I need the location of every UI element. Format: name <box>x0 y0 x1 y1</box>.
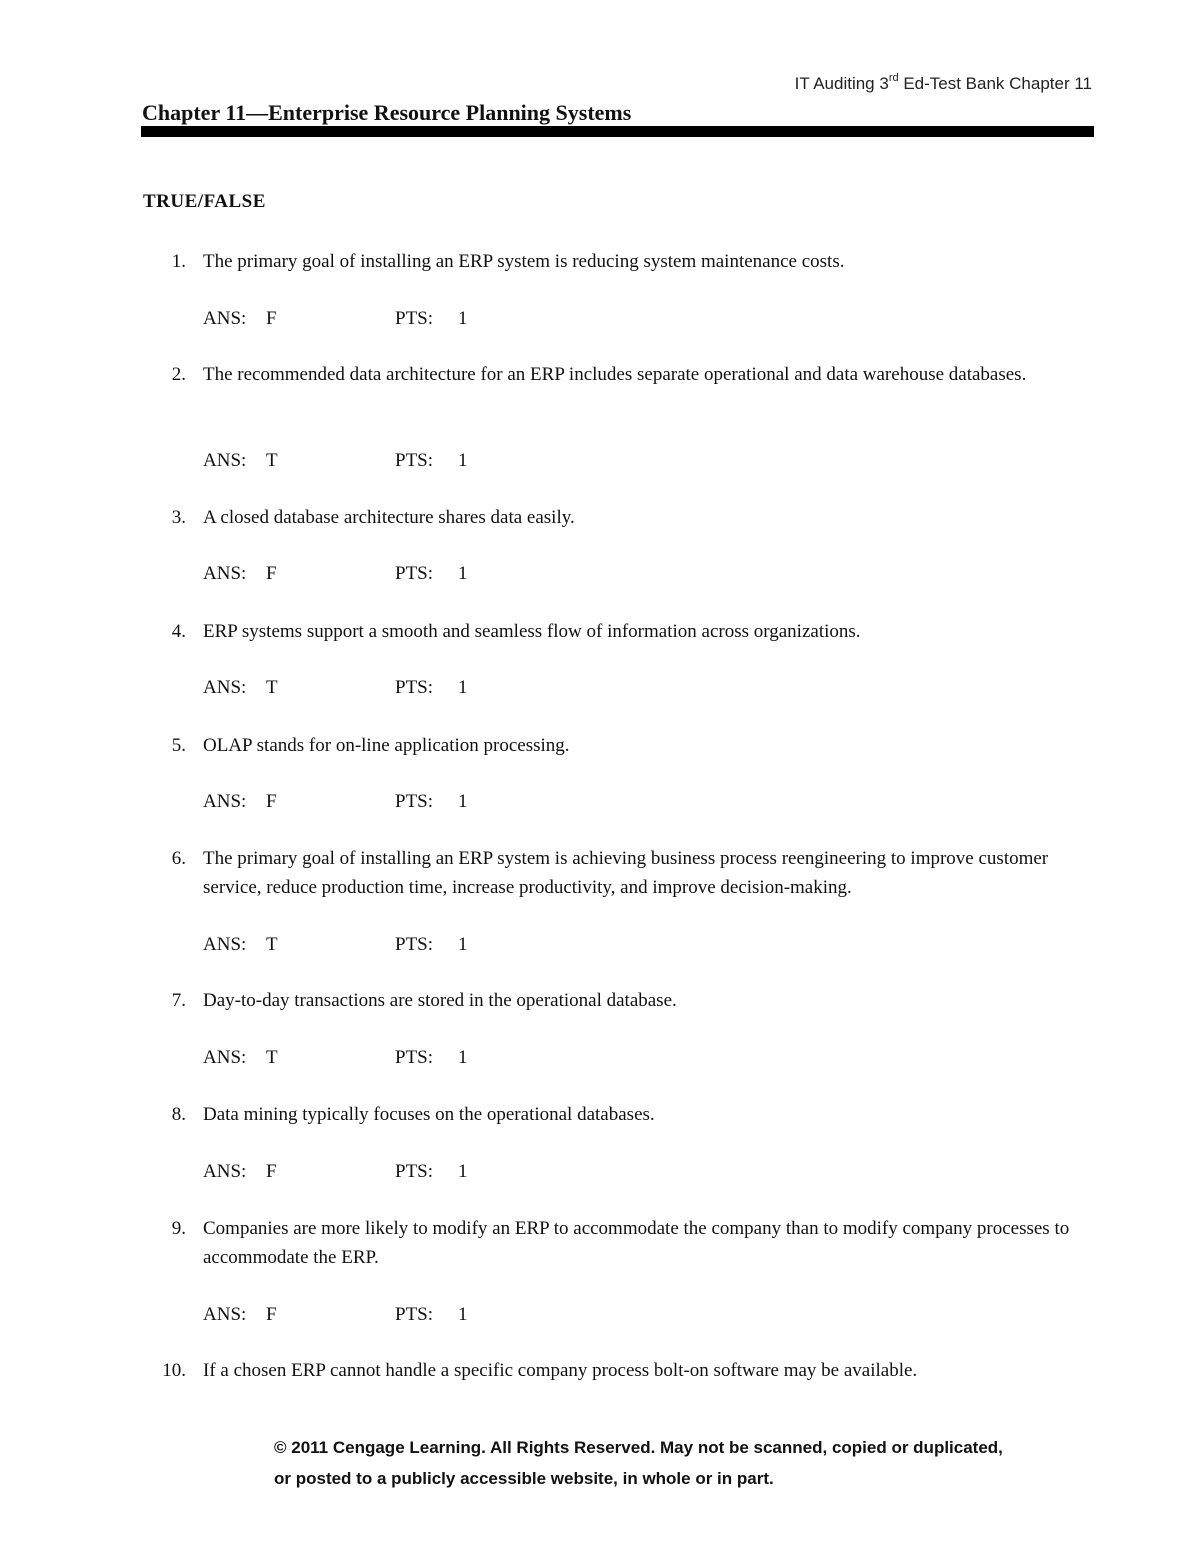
pts-label: PTS: <box>395 308 434 329</box>
question-number: 6. <box>171 848 186 869</box>
ans-label: ANS: <box>203 1047 247 1068</box>
pts-label: PTS: <box>395 1161 434 1182</box>
question-number: 9. <box>171 1218 186 1239</box>
question-text: If a chosen ERP cannot handle a specific company process bolt-on software may be available. <box>203 1360 918 1381</box>
ans-value: F <box>266 1161 277 1182</box>
ans-label: ANS: <box>203 1304 247 1325</box>
ans-value: F <box>266 563 277 584</box>
pts-label: PTS: <box>395 1304 434 1325</box>
pts-value: 1 <box>458 934 468 955</box>
running-head-pre: IT Auditing 3 <box>794 74 889 93</box>
running-head-sup: rd <box>888 72 899 85</box>
pts-label: PTS: <box>395 934 434 955</box>
pts-value: 1 <box>458 677 468 698</box>
ans-label: ANS: <box>203 563 247 584</box>
ans-label: ANS: <box>203 1161 247 1182</box>
copyright-line: or posted to a publicly accessible website, in whole or in part. <box>274 1469 774 1488</box>
question-text: The primary goal of installing an ERP system is reducing system maintenance costs. <box>203 251 845 272</box>
pts-value: 1 <box>458 563 468 584</box>
pts-value: 1 <box>458 1304 468 1325</box>
question-number: 10. <box>162 1360 186 1381</box>
chapter-title: Chapter 11—Enterprise Resource Planning Systems <box>142 100 632 125</box>
ans-label: ANS: <box>203 450 247 471</box>
ans-label: ANS: <box>203 791 247 812</box>
ans-label: ANS: <box>203 934 247 955</box>
ans-value: F <box>266 308 277 329</box>
question-number: 8. <box>171 1104 186 1125</box>
ans-label: ANS: <box>203 677 247 698</box>
pts-label: PTS: <box>395 791 434 812</box>
question-text: Data mining typically focuses on the operational databases. <box>203 1104 655 1125</box>
ans-value: T <box>266 934 278 955</box>
pts-label: PTS: <box>395 677 434 698</box>
copyright-line: © 2011 Cengage Learning. All Rights Reserved. May not be scanned, copied or duplicated, <box>274 1438 1003 1457</box>
section-heading: TRUE/FALSE <box>143 191 266 212</box>
pts-value: 1 <box>458 1161 468 1182</box>
ans-value: T <box>266 450 278 471</box>
title-rule <box>141 126 1094 137</box>
ans-label: ANS: <box>203 308 247 329</box>
running-head <box>795 74 1092 94</box>
question-number: 1. <box>171 251 186 272</box>
pts-value: 1 <box>458 1047 468 1068</box>
question-text: A closed database architecture shares data easily. <box>203 507 575 528</box>
question-text: OLAP stands for on-line application processing. <box>203 735 570 756</box>
question-number: 7. <box>171 990 186 1011</box>
question-text: The recommended data architecture for an ERP includes separate operational and data warehouse databases. <box>203 364 1027 385</box>
question-number: 4. <box>171 621 186 642</box>
ans-value: F <box>266 791 277 812</box>
ans-value: F <box>266 1304 277 1325</box>
question-number: 2. <box>171 364 186 385</box>
pts-value: 1 <box>458 450 468 471</box>
copyright-footer <box>274 1432 1104 1494</box>
question-text: Companies are more likely to modify an ERP to accommodate the company than to modify company processes to accommodate the ERP. <box>203 1218 1070 1268</box>
running-head-post: Ed-Test Bank Chapter 11 <box>898 74 1092 93</box>
pts-value: 1 <box>458 308 468 329</box>
ans-value: T <box>266 677 278 698</box>
pts-label: PTS: <box>395 1047 434 1068</box>
pts-value: 1 <box>458 791 468 812</box>
question-text: The primary goal of installing an ERP system is achieving business process reengineering to improve customer service, reduce production time, increase productivity, and improve decision-making. <box>203 848 1049 898</box>
question-text: ERP systems support a smooth and seamless flow of information across organizations. <box>203 621 861 642</box>
question-number: 3. <box>171 507 186 528</box>
pts-label: PTS: <box>395 563 434 584</box>
question-number: 5. <box>171 735 186 756</box>
question-text: Day-to-day transactions are stored in the operational database. <box>203 990 677 1011</box>
ans-value: T <box>266 1047 278 1068</box>
pts-label: PTS: <box>395 450 434 471</box>
